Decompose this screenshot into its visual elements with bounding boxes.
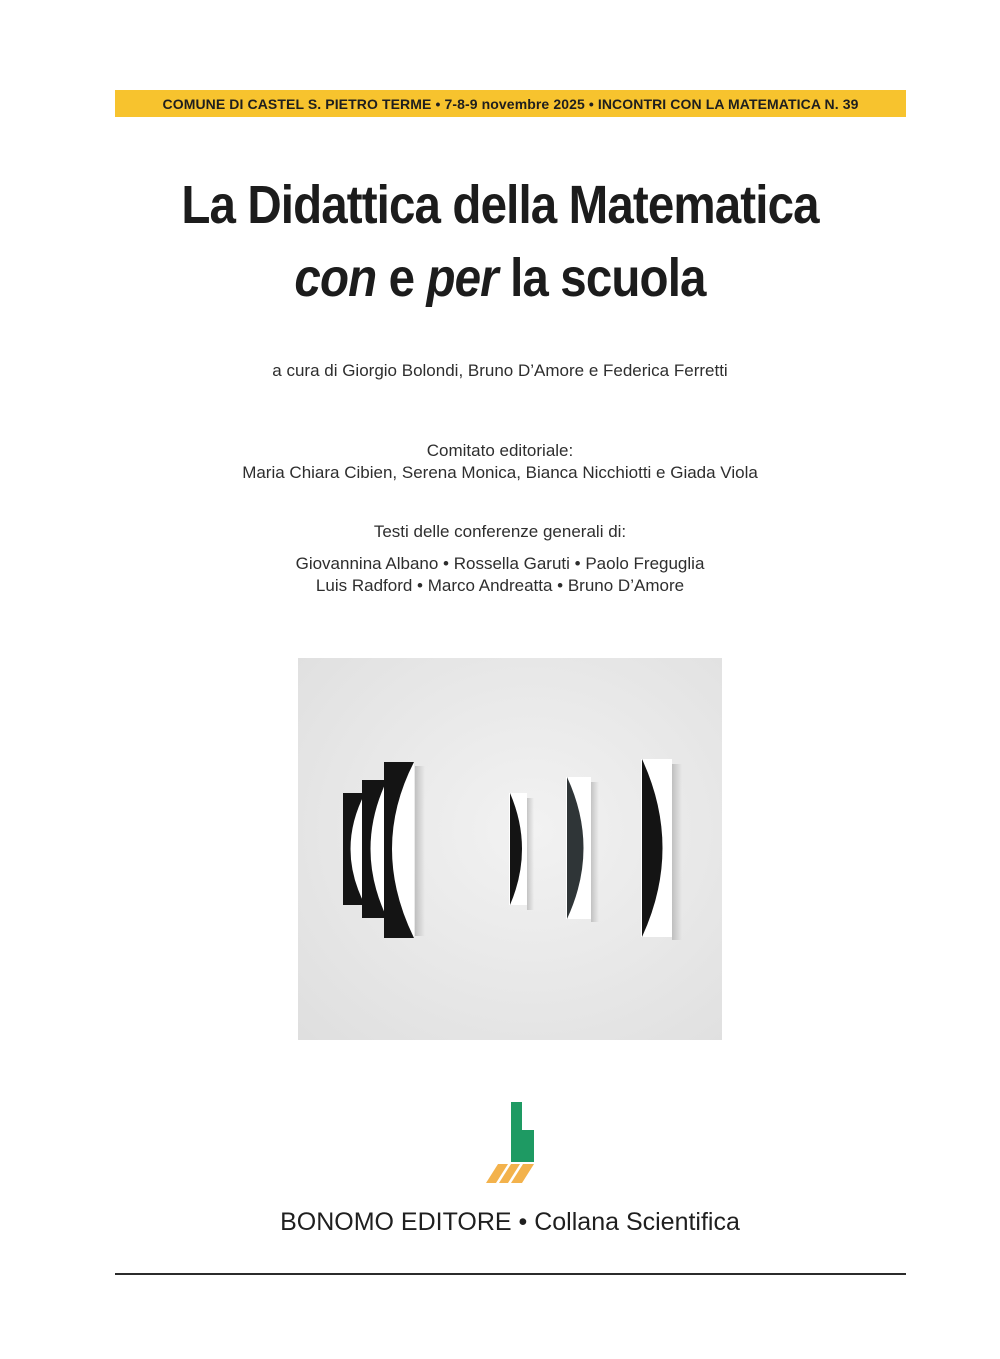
bottom-divider xyxy=(115,1273,906,1275)
conferences-speakers-line1: Giovannina Albano • Rossella Garuti • Paolo Freguglia xyxy=(295,554,705,573)
book-title-line2 xyxy=(60,247,940,309)
book-title-line1: La Didattica della Matematica xyxy=(181,175,819,235)
title-italic-con: con xyxy=(294,248,377,308)
title-italic-per: per xyxy=(426,248,498,308)
large-arc-panel xyxy=(641,759,682,940)
medium-arc-panel xyxy=(566,777,599,922)
editors-line: a cura di Giorgio Bolondi, Bruno D’Amore e Federica Ferretti xyxy=(272,361,728,380)
abstract-sculpture-image xyxy=(298,658,722,1040)
committee-members: Maria Chiara Cibien, Serena Monica, Bianca Nicchiotti e Giada Viola xyxy=(242,463,758,482)
event-banner xyxy=(115,90,906,117)
event-banner-text: COMUNE DI CASTEL S. PIETRO TERME • 7-8-9 novembre 2025 • INCONTRI CON LA MATEMATICA N. 39 xyxy=(162,95,859,112)
conferences-label: Testi delle conferenze generali di: xyxy=(373,522,627,541)
title-la-scuola: la scuola xyxy=(497,248,706,308)
small-arc-panel xyxy=(509,793,534,910)
publisher-name: BONOMO EDITORE • Collana Scientifica xyxy=(280,1208,740,1236)
title-e: e xyxy=(376,248,427,308)
conferences-speakers-line2: Luis Radford • Marco Andreatta • Bruno D’Amore xyxy=(315,576,685,595)
committee-label: Comitato editoriale: xyxy=(426,441,574,460)
bonomo-editore-logo-icon xyxy=(484,1102,540,1184)
